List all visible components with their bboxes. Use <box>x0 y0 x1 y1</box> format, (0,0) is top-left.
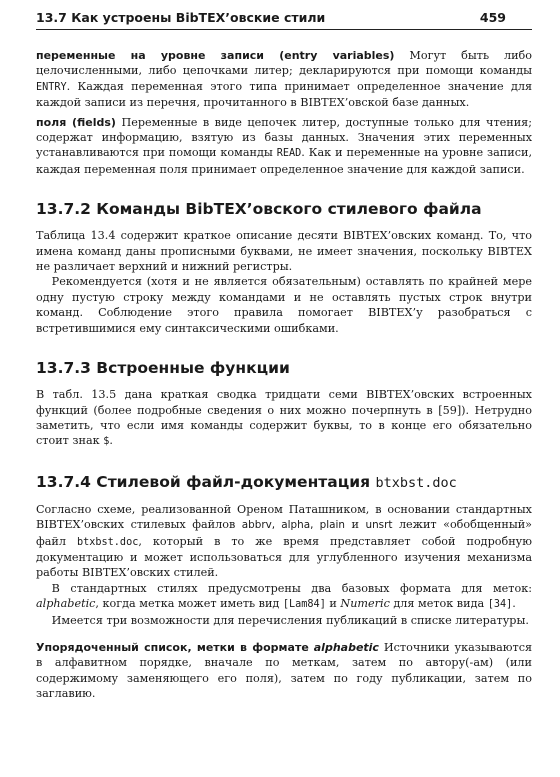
paragraph: В стандартных стилях предусмотрены два базовых формата для меток: alphabetic, когда метка может иметь вид [Lam84] и Numeric для меток вида [34]. <box>36 581 532 611</box>
paragraph: В табл. 13.5 дана краткая сводка тридцати семи BIBTEX’овских встроенных функций (более подробные сведения о них можно почерпнуть в [59]). Нетрудно заметить, что если имя команды содержит буквы, то в конце его обязательно стоит знак $. <box>36 388 532 448</box>
section-heading-13-7-2: 13.7.2 Команды BibTEX’овского стилевого файла <box>36 200 482 219</box>
running-header <box>36 10 532 30</box>
paragraph: Рекомендуется (хотя и не является обязательным) оставлять по крайней мере одну пустую строку между командами и не оставлять пустых строк внутри команд. Соблюдение этого правила помогает BIBTEX’у разобраться с встретившимися ему синтаксическими ошибками. <box>36 275 532 335</box>
code-entry: ENTRY <box>36 81 67 93</box>
section-heading-13-7-4: 13.7.4 Стилевой файл-документация btxbst.doc <box>36 472 457 491</box>
paragraph: Таблица 13.4 содержит краткое описание десяти BIBTEX’овских команд. То, что имена команд даны прописными буквами, не имеет значения, поскольку BIBTEX не различает верхний и нижний регистры. <box>36 229 532 274</box>
definition-entry-variables: переменные на уровне записи (entry variables) Могут быть либо целочисленными, либо цепочками литер; декларируются при помощи команды ENTRY. Каждая переменная этого типа принимает определенное значение для каждой записи из перечня, прочитанного в BIBTEX’овской базе данных. <box>36 49 532 110</box>
term-fields: поля (fields) <box>36 115 116 129</box>
page-content <box>36 48 532 706</box>
definition-fields: поля (fields) Переменные в виде цепочек литер, доступные только для чтения; содержат информацию, взятую из базы данных. Значения этих переменных устанавливаются при помощи команды READ. Как и переменные на уровне записи, каждая переменная поля принимает определенное значение для каждой записи. <box>36 115 533 176</box>
section-heading-13-7-3: 13.7.3 Встроенные функции <box>36 359 290 378</box>
paragraph: Имеется три возможности для перечисления публикаций в списке литературы. <box>51 613 529 627</box>
term-entry-variables: переменные на уровне записи (entry variables) <box>36 49 395 62</box>
header-section-title: 13.7 Как устроены BibTEX’овские стили <box>36 10 326 25</box>
paragraph: Согласно схеме, реализованной Ореном Паташником, в основании стандартных BIBTEX’овских стилевых файлов abbrv, alpha, plain и unsrt лежит «обобщенный» файл btxbst.doc, который в то же время представляет собой подробную документацию и может использоваться для углубленного изучения механизма работы BIBTEX’овских стилей. <box>36 502 533 580</box>
code-read: READ <box>276 148 302 160</box>
page-number: 459 <box>479 10 506 25</box>
definition-ordered-list-alphabetic: Упорядоченный список, метки в формате alphabetic Источники указываются в алфавитном порядке, вначале по меткам, затем по автору(-ам) (или содержимому заменяющего его поля), затем по году публикации, затем по заглавию. <box>36 640 533 701</box>
